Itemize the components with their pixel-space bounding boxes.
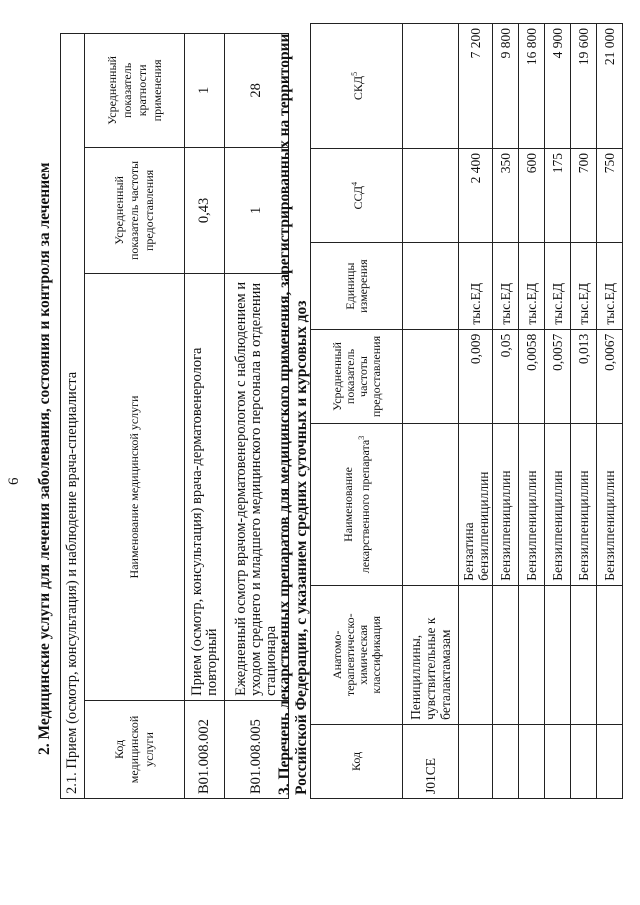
drug-frequency: 0,0067 bbox=[597, 329, 623, 423]
section2-heading: 2. Медицинские услуги для лечения заболевания, состояния и контроля за лечением bbox=[36, 162, 53, 755]
services-table bbox=[60, 33, 289, 799]
col-header-ssd: ССД$^4$ bbox=[311, 148, 403, 242]
col-header-service-code: Код медицинской услуги bbox=[85, 700, 185, 798]
table-row bbox=[597, 24, 623, 799]
drug-ssd: 700 bbox=[571, 148, 597, 242]
drug-skd: 9 800 bbox=[493, 24, 519, 149]
drug-name: Бензилпенициллин bbox=[545, 424, 571, 586]
drug-name: Бензилпенициллин bbox=[571, 424, 597, 586]
drug-name: Бензилпенициллин bbox=[519, 424, 545, 586]
group-atc: Пенициллины, чувствительные к беталактамазам bbox=[403, 585, 459, 724]
drug-skd: 21 000 bbox=[597, 24, 623, 149]
services-subheading: 2.1. Прием (осмотр, консультация) и наблюдение врача-специалиста bbox=[61, 34, 85, 799]
col-header-frequency: Усредненный показатель частоты предоставления bbox=[85, 147, 185, 273]
drug-frequency: 0,05 bbox=[493, 329, 519, 423]
drug-frequency: 0,013 bbox=[571, 329, 597, 423]
col-header-atc: Анатомо-терапевтическо-химическая классификация bbox=[311, 585, 403, 724]
drug-unit: тыс.ЕД bbox=[597, 243, 623, 329]
table-row bbox=[459, 24, 493, 799]
col-header-skd: СКД$^5$ bbox=[311, 24, 403, 149]
group-code: J01CE bbox=[403, 724, 459, 798]
service-frequency: 1 bbox=[225, 147, 289, 273]
service-name: Прием (осмотр, консультация) врача-дерматовенеролога повторный bbox=[185, 274, 225, 701]
service-multiplicity: 28 bbox=[225, 34, 289, 148]
service-name: Ежедневный осмотр врачом-дерматовенерологом с наблюдением и уходом среднего и младшего медицинского персонала в отделении стационара bbox=[225, 274, 289, 701]
drugs-table bbox=[310, 23, 623, 799]
drug-skd: 4 900 bbox=[545, 24, 571, 149]
service-frequency: 0,43 bbox=[185, 147, 225, 273]
drug-unit: тыс.ЕД bbox=[571, 243, 597, 329]
drug-ssd: 350 bbox=[493, 148, 519, 242]
service-multiplicity: 1 bbox=[185, 34, 225, 148]
drug-unit: тыс.ЕД bbox=[459, 243, 493, 329]
drug-name: Бензатина бензилпенициллин bbox=[459, 424, 493, 586]
drug-skd: 19 600 bbox=[571, 24, 597, 149]
col-header-service-name: Наименование медицинской услуги bbox=[85, 274, 185, 701]
col-header-drug-name: Наименование лекарственного препарата$^3$ bbox=[311, 424, 403, 586]
drug-ssd: 2 400 bbox=[459, 148, 493, 242]
table-row bbox=[519, 24, 545, 799]
table-row bbox=[545, 24, 571, 799]
col-header-multiplicity: Усредненный показатель кратности применения bbox=[85, 34, 185, 148]
group-row bbox=[403, 24, 459, 799]
service-code: B01.008.002 bbox=[185, 700, 225, 798]
table-row bbox=[493, 24, 519, 799]
drug-frequency: 0,009 bbox=[459, 329, 493, 423]
section3-heading: 3. Перечень лекарственных препаратов для медицинского применения, зарегистрированных на территории Российской Федерации, с указанием средних суточных и курсовых доз bbox=[276, 33, 310, 795]
drug-ssd: 175 bbox=[545, 148, 571, 242]
drug-unit: тыс.ЕД bbox=[519, 243, 545, 329]
table-row bbox=[185, 34, 225, 799]
col-header-frequency: Усредненный показатель частоты предоставления bbox=[311, 329, 403, 423]
drug-skd: 16 800 bbox=[519, 24, 545, 149]
table-row bbox=[571, 24, 597, 799]
drug-frequency: 0,0058 bbox=[519, 329, 545, 423]
drug-frequency: 0,0057 bbox=[545, 329, 571, 423]
col-header-code: Код bbox=[311, 724, 403, 798]
drug-unit: тыс.ЕД bbox=[493, 243, 519, 329]
page-number: 6 bbox=[6, 477, 22, 485]
drug-name: Бензилпенициллин bbox=[597, 424, 623, 586]
drug-ssd: 600 bbox=[519, 148, 545, 242]
service-code: B01.008.005 bbox=[225, 700, 289, 798]
col-header-unit: Единицы измерения bbox=[311, 243, 403, 329]
drug-unit: тыс.ЕД bbox=[545, 243, 571, 329]
drug-ssd: 750 bbox=[597, 148, 623, 242]
drug-name: Бензилпенициллин bbox=[493, 424, 519, 586]
drug-skd: 7 200 bbox=[459, 24, 493, 149]
